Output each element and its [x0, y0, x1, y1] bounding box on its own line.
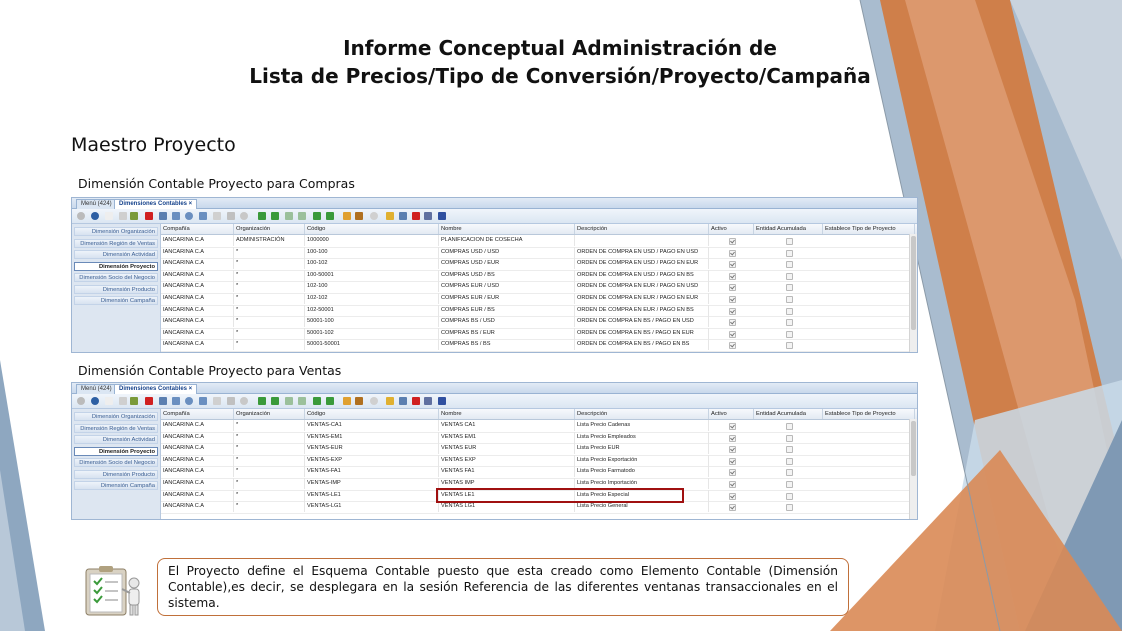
sidebar-item-dimension-producto[interactable]: Dimensión Producto [74, 285, 158, 294]
cell-compania: IANCARINA C.A [161, 466, 234, 477]
tab-menu[interactable]: Menú (424) [76, 384, 117, 394]
cell-compania: IANCARINA C.A [161, 432, 234, 443]
activo-checkbox[interactable] [729, 250, 736, 257]
column-header[interactable]: Descripción [575, 409, 709, 419]
cell-compania: IANCARINA C.A [161, 490, 234, 501]
cell-nombre: COMPRAS BS / USD [439, 316, 575, 327]
grid-header [161, 409, 917, 420]
cell-org: * [234, 316, 305, 327]
history-icon[interactable] [227, 212, 235, 220]
activo-checkbox[interactable] [729, 273, 736, 280]
archive-icon[interactable] [343, 212, 351, 220]
activo-checkbox[interactable] [729, 238, 736, 245]
sidebar-item-dimension-campana[interactable]: Dimensión Campaña [74, 481, 158, 490]
section-title: Maestro Proyecto [71, 134, 236, 156]
dimension-sidebar [72, 409, 161, 519]
copy-icon[interactable] [119, 212, 127, 220]
activo-checkbox[interactable] [729, 446, 736, 453]
activo-checkbox[interactable] [729, 493, 736, 500]
cell-org: * [234, 328, 305, 339]
entidad-acumulada-checkbox[interactable] [786, 273, 793, 280]
cell-desc: Lista Precio EUR [575, 443, 709, 454]
cell-desc: Lista Precio General [575, 501, 709, 512]
cell-nombre: VENTAS FA1 [439, 466, 575, 477]
note-text-box: El Proyecto define el Esquema Contable puesto que esta creado como Elemento Contable (Dimensión Contable),es decir, se desplegara en la sesión Referencia de las diferentes ventanas transaccionales en el sistema. [157, 558, 849, 616]
cell-codigo: 102-100 [305, 281, 439, 292]
delete-icon[interactable] [145, 397, 153, 405]
cell-nombre: VENTAS IMP [439, 478, 575, 489]
next-record-icon[interactable] [313, 397, 321, 405]
activo-checkbox[interactable] [729, 504, 736, 511]
cell-org: * [234, 432, 305, 443]
title-line-2: Lista de Precios/Tipo de Conversión/Proyecto/Campaña [249, 64, 871, 88]
cell-codigo: 1000000 [305, 235, 439, 246]
cell-codigo: VENTAS-EXP [305, 455, 439, 466]
lock-icon[interactable] [386, 212, 394, 220]
compras-heading: Dimensión Contable Proyecto para Compras [78, 176, 355, 191]
column-header[interactable]: Activo [709, 409, 754, 419]
table-row[interactable] [161, 339, 909, 352]
cell-desc: ORDEN DE COMPRA EN BS / PAGO EN BS [575, 339, 709, 350]
cell-desc: Lista Precio Empleados [575, 432, 709, 443]
attachment-mgr-icon[interactable] [424, 397, 432, 405]
cell-desc: ORDEN DE COMPRA EN USD / PAGO EN USD [575, 247, 709, 258]
product-info-icon[interactable] [399, 397, 407, 405]
cell-org: * [234, 293, 305, 304]
cell-compania: IANCARINA C.A [161, 455, 234, 466]
attachment-icon[interactable] [199, 212, 207, 220]
entidad-acumulada-checkbox[interactable] [786, 238, 793, 245]
workflow-icon[interactable] [412, 212, 420, 220]
vertical-scrollbar[interactable] [909, 234, 917, 352]
cell-desc: ORDEN DE COMPRA EN USD / PAGO EN EUR [575, 258, 709, 269]
workflow-icon[interactable] [412, 397, 420, 405]
cell-compania: IANCARINA C.A [161, 305, 234, 316]
sidebar-item-dimension-organizacion[interactable]: Dimensión Organización [74, 412, 158, 421]
help-icon[interactable] [91, 212, 99, 220]
cell-compania: IANCARINA C.A [161, 258, 234, 269]
cell-org: ADMINISTRACIÓN [234, 235, 305, 246]
cell-org: * [234, 247, 305, 258]
activo-checkbox[interactable] [729, 261, 736, 268]
cell-desc: ORDEN DE COMPRA EN EUR / PAGO EN EUR [575, 293, 709, 304]
clipboard-person-icon [78, 563, 144, 618]
cell-org: * [234, 305, 305, 316]
request-icon[interactable] [355, 397, 363, 405]
request-icon[interactable] [355, 212, 363, 220]
delete-icon[interactable] [145, 212, 153, 220]
entidad-acumulada-checkbox[interactable] [786, 319, 793, 326]
cell-compania: IANCARINA C.A [161, 328, 234, 339]
lock-icon[interactable] [386, 397, 394, 405]
history-icon[interactable] [227, 397, 235, 405]
tab-menu[interactable]: Menú (424) [76, 199, 117, 209]
activo-checkbox[interactable] [729, 319, 736, 326]
tab-dimensiones-contables[interactable]: Dimensiones Contables × [114, 384, 197, 394]
cell-org: * [234, 501, 305, 512]
column-header[interactable]: Código [305, 224, 439, 234]
activo-checkbox[interactable] [729, 458, 736, 465]
cell-compania: IANCARINA C.A [161, 501, 234, 512]
vertical-scrollbar[interactable] [909, 419, 917, 519]
column-header[interactable]: Establece Tipo de Proyecto [823, 409, 915, 419]
entidad-acumulada-checkbox[interactable] [786, 469, 793, 476]
cell-codigo: 102-50001 [305, 305, 439, 316]
tab-bar [72, 198, 917, 209]
sidebar-item-dimension-proyecto[interactable]: Dimensión Proyecto [74, 447, 158, 456]
cell-org: * [234, 466, 305, 477]
first-record-icon[interactable] [258, 212, 266, 220]
activo-checkbox[interactable] [729, 342, 736, 349]
sidebar-item-dimension-region-de-ventas[interactable]: Dimensión Región de Ventas [74, 239, 158, 248]
cell-nombre: VENTAS LE1 [439, 490, 575, 501]
cell-desc: Lista Precio Cadenas [575, 420, 709, 431]
cell-codigo: 50001-100 [305, 316, 439, 327]
toolbar [72, 394, 917, 409]
zoom-across-icon[interactable] [370, 397, 378, 405]
grid-header [161, 224, 917, 235]
cell-desc: ORDEN DE COMPRA EN BS / PAGO EN USD [575, 316, 709, 327]
last-record-icon[interactable] [326, 212, 334, 220]
detail-icon[interactable] [298, 212, 306, 220]
print-preview-icon[interactable] [159, 397, 167, 405]
cell-org: * [234, 270, 305, 281]
cell-nombre: VENTAS EUR [439, 443, 575, 454]
back-icon[interactable] [77, 397, 85, 405]
cell-nombre: VENTAS EM1 [439, 432, 575, 443]
cell-codigo: 50001-102 [305, 328, 439, 339]
records-grid [161, 224, 917, 352]
help-icon[interactable] [91, 397, 99, 405]
chat-icon[interactable] [213, 212, 221, 220]
cell-desc: Lista Precio Especial [575, 490, 709, 501]
cell-nombre: COMPRAS EUR / BS [439, 305, 575, 316]
column-header[interactable]: Organización [234, 409, 305, 419]
previous-record-icon[interactable] [271, 397, 279, 405]
previous-record-icon[interactable] [271, 212, 279, 220]
cell-nombre: PLANIFICACION DE COSECHA [439, 235, 575, 246]
sidebar-item-dimension-proyecto[interactable]: Dimensión Proyecto [74, 262, 158, 271]
column-header[interactable]: Descripción [575, 224, 709, 234]
refresh-icon[interactable] [172, 397, 180, 405]
cell-desc: Lista Precio Exportación [575, 455, 709, 466]
back-icon[interactable] [77, 212, 85, 220]
last-record-icon[interactable] [326, 397, 334, 405]
attachment-mgr-icon[interactable] [424, 212, 432, 220]
title-line-1: Informe Conceptual Administración de [343, 36, 777, 60]
cell-compania: IANCARINA C.A [161, 443, 234, 454]
sidebar-item-dimension-actividad[interactable]: Dimensión Actividad [74, 435, 158, 444]
cell-org: * [234, 339, 305, 350]
activo-checkbox[interactable] [729, 423, 736, 430]
new-record-icon[interactable] [105, 212, 113, 220]
cell-org: * [234, 490, 305, 501]
sidebar-item-dimension-campana[interactable]: Dimensión Campaña [74, 296, 158, 305]
activo-checkbox[interactable] [729, 481, 736, 488]
cell-codigo: 100-50001 [305, 270, 439, 281]
entidad-acumulada-checkbox[interactable] [786, 493, 793, 500]
cell-desc: ORDEN DE COMPRA EN EUR / PAGO EN BS [575, 305, 709, 316]
zoom-across-icon[interactable] [370, 212, 378, 220]
entidad-acumulada-checkbox[interactable] [786, 446, 793, 453]
copy-icon[interactable] [119, 397, 127, 405]
cell-nombre: VENTAS EXP [439, 455, 575, 466]
ventas-window [71, 382, 918, 520]
cell-org: * [234, 281, 305, 292]
table-row[interactable] [161, 501, 909, 514]
entidad-acumulada-checkbox[interactable] [786, 504, 793, 511]
cell-codigo: 50001-50001 [305, 339, 439, 350]
slide-title [200, 34, 920, 90]
entidad-acumulada-checkbox[interactable] [786, 250, 793, 257]
cell-codigo: 102-102 [305, 293, 439, 304]
cell-nombre: COMPRAS EUR / USD [439, 281, 575, 292]
cell-desc: Lista Precio Importación [575, 478, 709, 489]
entidad-acumulada-checkbox[interactable] [786, 331, 793, 338]
ventas-heading: Dimensión Contable Proyecto para Ventas [78, 363, 342, 378]
cell-nombre: VENTAS CA1 [439, 420, 575, 431]
cell-codigo: VENTAS-EUR [305, 443, 439, 454]
refresh-icon[interactable] [172, 212, 180, 220]
product-info-icon[interactable] [399, 212, 407, 220]
sidebar-item-dimension-region-de-ventas[interactable]: Dimensión Región de Ventas [74, 424, 158, 433]
entidad-acumulada-checkbox[interactable] [786, 458, 793, 465]
parent-icon[interactable] [285, 212, 293, 220]
column-header[interactable]: Compañía [161, 224, 234, 234]
sidebar-item-dimension-socio-del-negocio[interactable]: Dimensión Socio del Negocio [74, 458, 158, 467]
scrollbar-thumb[interactable] [911, 421, 916, 476]
cell-compania: IANCARINA C.A [161, 316, 234, 327]
save-icon[interactable] [130, 212, 138, 220]
entidad-acumulada-checkbox[interactable] [786, 308, 793, 315]
exit-icon[interactable] [438, 212, 446, 220]
archive-icon[interactable] [343, 397, 351, 405]
cell-compania: IANCARINA C.A [161, 270, 234, 281]
column-header[interactable]: Entidad Acumulada [754, 409, 823, 419]
cell-compania: IANCARINA C.A [161, 247, 234, 258]
cell-compania: IANCARINA C.A [161, 420, 234, 431]
chat-icon[interactable] [213, 397, 221, 405]
cell-compania: IANCARINA C.A [161, 235, 234, 246]
cell-nombre: COMPRAS USD / EUR [439, 258, 575, 269]
cell-codigo: VENTAS-CA1 [305, 420, 439, 431]
scrollbar-thumb[interactable] [911, 236, 916, 330]
cell-nombre: COMPRAS BS / EUR [439, 328, 575, 339]
cell-codigo: 100-102 [305, 258, 439, 269]
first-record-icon[interactable] [258, 397, 266, 405]
exit-icon[interactable] [438, 397, 446, 405]
attachment-icon[interactable] [199, 397, 207, 405]
find-icon[interactable] [185, 397, 193, 405]
column-header[interactable]: Nombre [439, 224, 575, 234]
cell-codigo: VENTAS-FA1 [305, 466, 439, 477]
cell-codigo: VENTAS-IMP [305, 478, 439, 489]
cell-org: * [234, 443, 305, 454]
compras-window [71, 197, 918, 353]
highlight-box [436, 488, 684, 503]
activo-checkbox[interactable] [729, 308, 736, 315]
cell-desc [575, 235, 709, 246]
entidad-acumulada-checkbox[interactable] [786, 261, 793, 268]
find-icon[interactable] [185, 212, 193, 220]
column-header[interactable]: Entidad Acumulada [754, 224, 823, 234]
cell-codigo: VENTAS-EM1 [305, 432, 439, 443]
column-header[interactable]: Compañía [161, 409, 234, 419]
entidad-acumulada-checkbox[interactable] [786, 481, 793, 488]
detail-icon[interactable] [298, 397, 306, 405]
cell-nombre: COMPRAS BS / BS [439, 339, 575, 350]
parent-icon[interactable] [285, 397, 293, 405]
entidad-acumulada-checkbox[interactable] [786, 284, 793, 291]
sidebar-item-dimension-actividad[interactable]: Dimensión Actividad [74, 250, 158, 259]
cell-nombre: VENTAS LG1 [439, 501, 575, 512]
save-icon[interactable] [130, 397, 138, 405]
window-body [72, 224, 917, 352]
cell-desc: ORDEN DE COMPRA EN BS / PAGO EN EUR [575, 328, 709, 339]
cell-org: * [234, 420, 305, 431]
activo-checkbox[interactable] [729, 435, 736, 442]
cell-nombre: COMPRAS USD / BS [439, 270, 575, 281]
entidad-acumulada-checkbox[interactable] [786, 342, 793, 349]
cell-nombre: COMPRAS USD / USD [439, 247, 575, 258]
cell-compania: IANCARINA C.A [161, 478, 234, 489]
cell-desc: Lista Precio Farmatodo [575, 466, 709, 477]
cell-codigo: 100-100 [305, 247, 439, 258]
print-preview-icon[interactable] [159, 212, 167, 220]
cell-org: * [234, 455, 305, 466]
column-header[interactable]: Organización [234, 224, 305, 234]
activo-checkbox[interactable] [729, 331, 736, 338]
cell-desc: ORDEN DE COMPRA EN USD / PAGO EN BS [575, 270, 709, 281]
activo-checkbox[interactable] [729, 469, 736, 476]
cell-org: * [234, 258, 305, 269]
entidad-acumulada-checkbox[interactable] [786, 296, 793, 303]
entidad-acumulada-checkbox[interactable] [786, 423, 793, 430]
sidebar-item-dimension-socio-del-negocio[interactable]: Dimensión Socio del Negocio [74, 273, 158, 282]
cell-compania: IANCARINA C.A [161, 281, 234, 292]
cell-codigo: VENTAS-LG1 [305, 501, 439, 512]
cell-compania: IANCARINA C.A [161, 293, 234, 304]
cell-desc: ORDEN DE COMPRA EN EUR / PAGO EN USD [575, 281, 709, 292]
tab-bar [72, 383, 917, 394]
cell-nombre: COMPRAS EUR / EUR [439, 293, 575, 304]
entidad-acumulada-checkbox[interactable] [786, 435, 793, 442]
cell-codigo: VENTAS-LE1 [305, 490, 439, 501]
sidebar-item-dimension-producto[interactable]: Dimensión Producto [74, 470, 158, 479]
report-icon[interactable] [240, 397, 248, 405]
dimension-sidebar [72, 224, 161, 352]
column-header[interactable]: Establece Tipo de Proyecto [823, 224, 915, 234]
new-record-icon[interactable] [105, 397, 113, 405]
activo-checkbox[interactable] [729, 284, 736, 291]
tab-dimensiones-contables[interactable]: Dimensiones Contables × [114, 199, 197, 209]
toolbar [72, 209, 917, 224]
sidebar-item-dimension-organizacion[interactable]: Dimensión Organización [74, 227, 158, 236]
column-header[interactable]: Activo [709, 224, 754, 234]
report-icon[interactable] [240, 212, 248, 220]
column-header[interactable]: Código [305, 409, 439, 419]
cell-compania: IANCARINA C.A [161, 339, 234, 350]
activo-checkbox[interactable] [729, 296, 736, 303]
column-header[interactable]: Nombre [439, 409, 575, 419]
cell-org: * [234, 478, 305, 489]
next-record-icon[interactable] [313, 212, 321, 220]
